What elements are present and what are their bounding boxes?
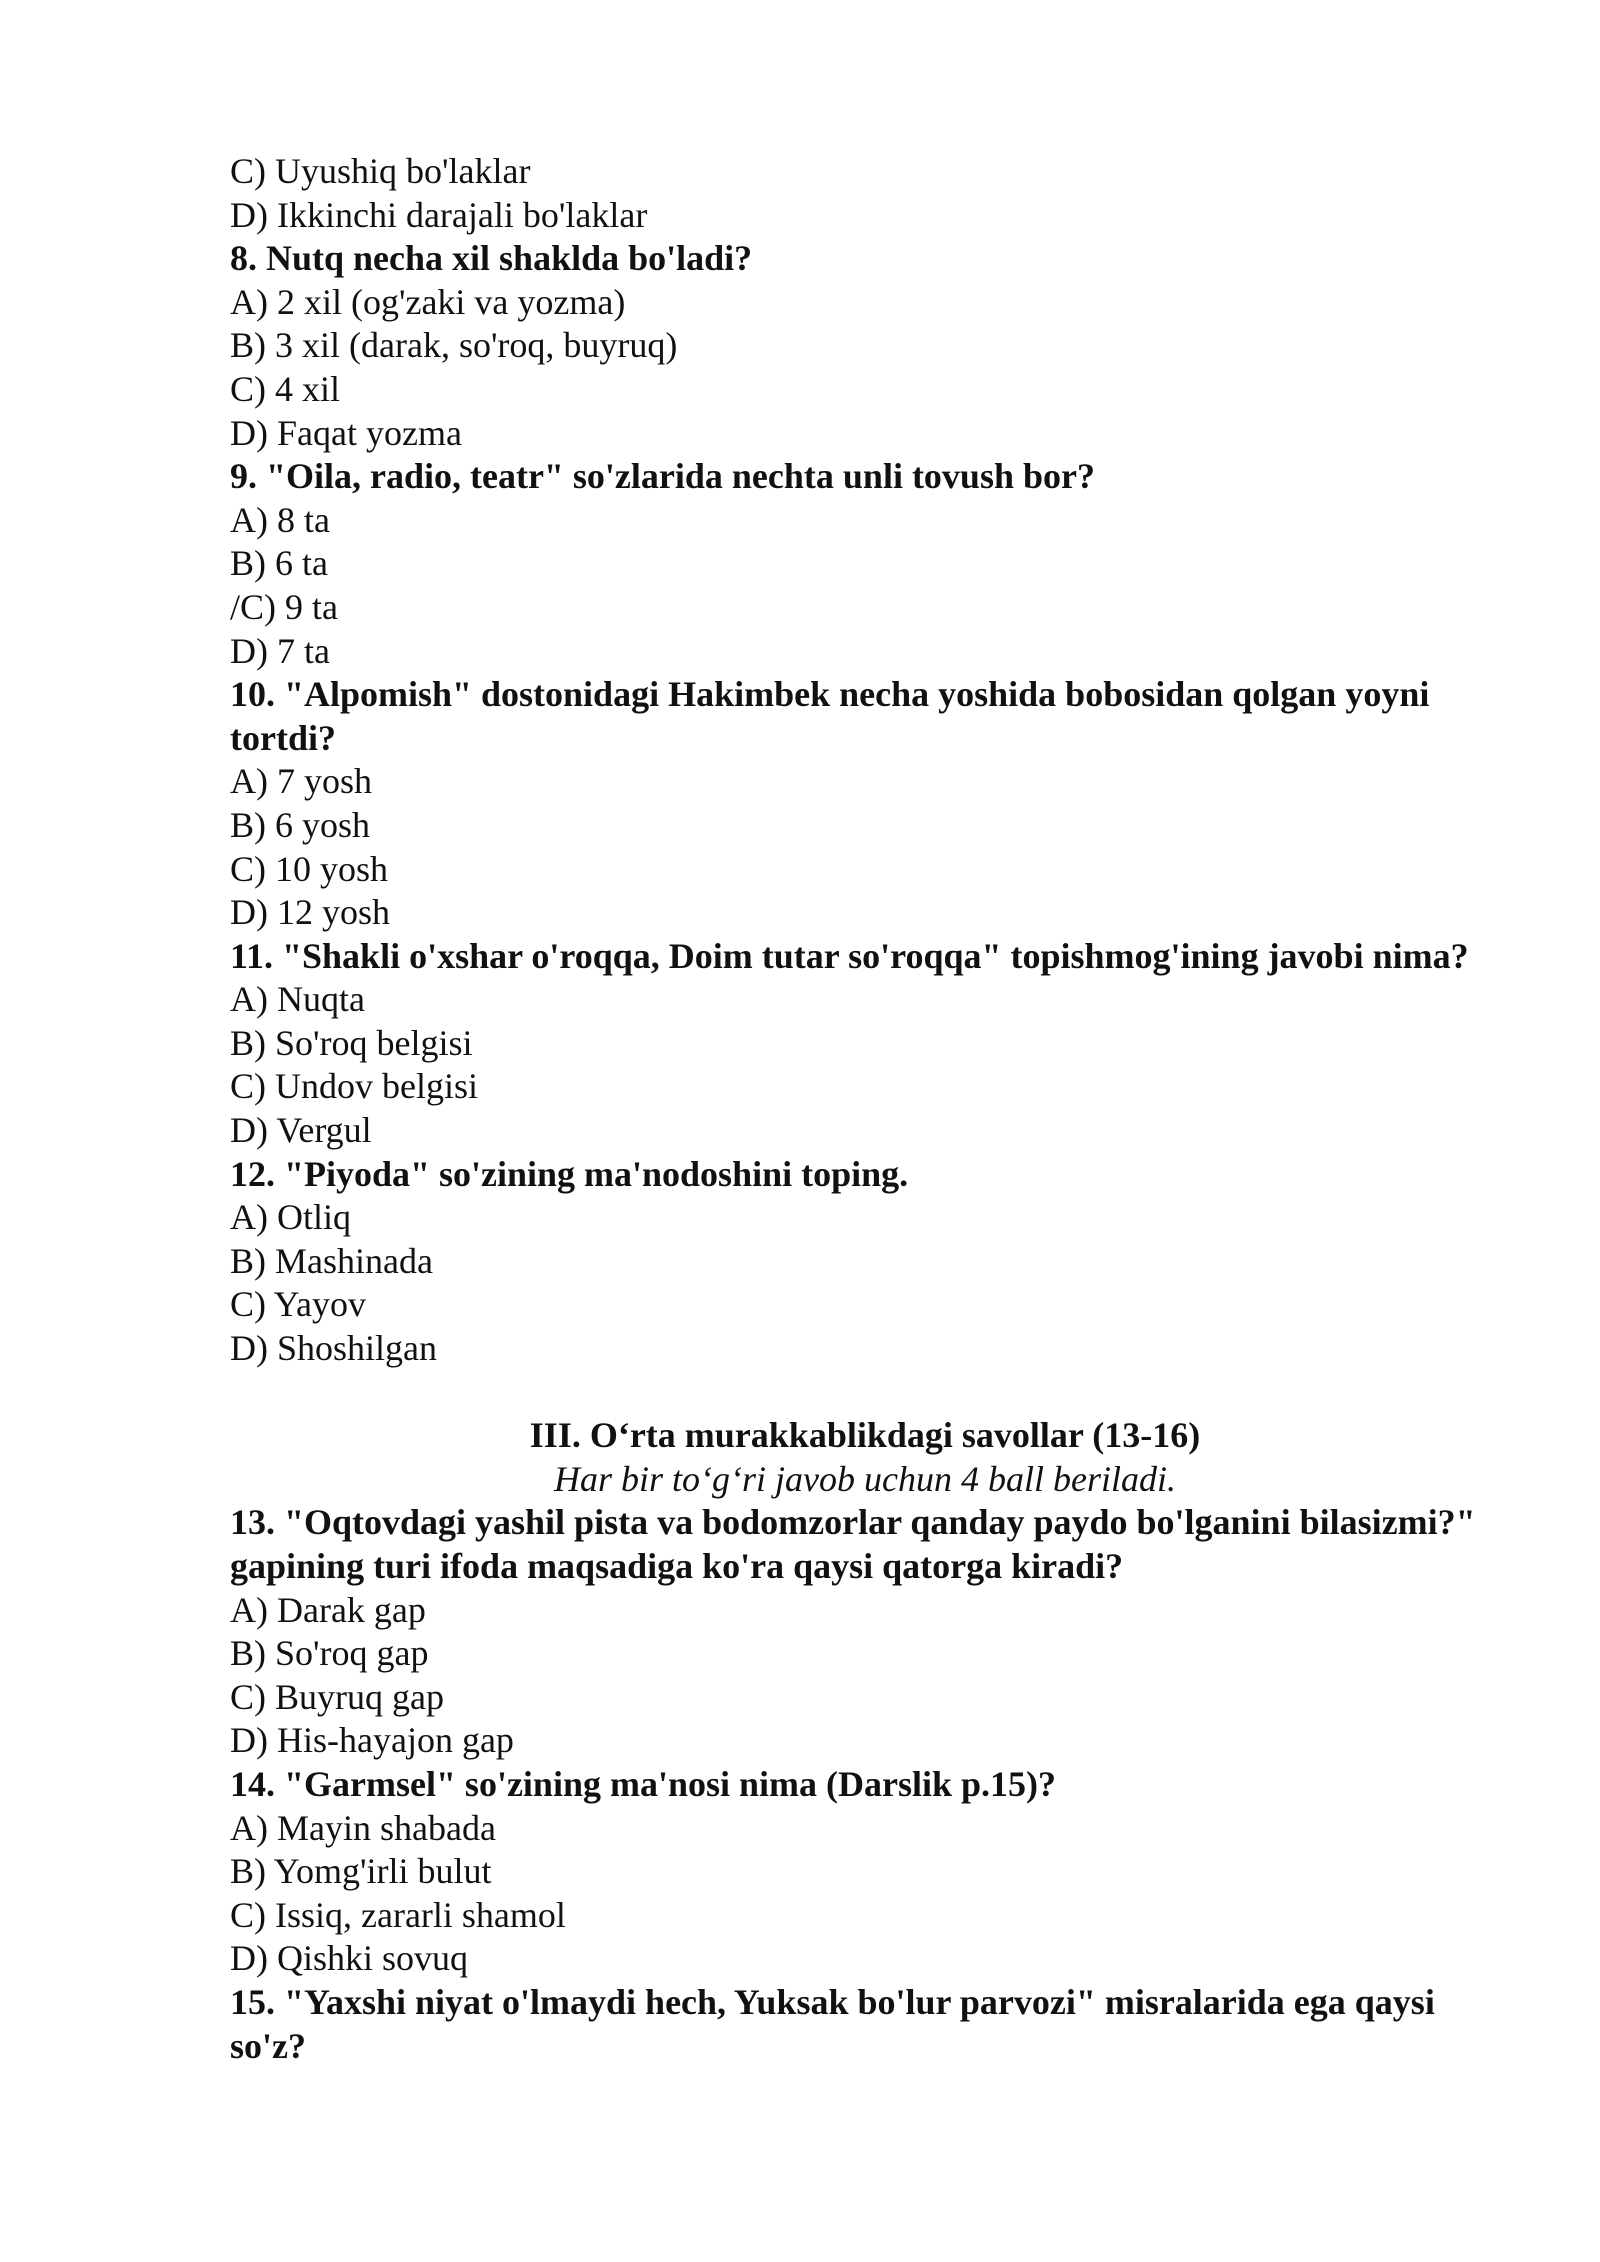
option-line: B) Mashinada <box>230 1240 433 1281</box>
option-line: A) 8 ta <box>230 499 330 540</box>
option-line: D) Ikkinchi darajali bo'laklar <box>230 194 648 235</box>
blank-line <box>230 1371 1500 1415</box>
option-line: C) Undov belgisi <box>230 1066 478 1107</box>
option-line: D) Shoshilgan <box>230 1328 437 1369</box>
question-10-text: 10. "Alpomish" dostonidagi Hakimbek necha yoshida bobosidan qolgan yoyni tortdi? <box>230 674 1430 758</box>
option-line: D) Qishki sovuq <box>230 1938 469 1979</box>
option-line: B) So'roq gap <box>230 1633 429 1674</box>
option-line: C) 10 yosh <box>230 848 389 889</box>
option-line: C) Buyruq gap <box>230 1676 444 1717</box>
option-line: D) Vergul <box>230 1110 372 1151</box>
question-11-text: 11. "Shakli o'xshar o'roqqa, Doim tutar so'roqqa" topishmog'ining javobi nima? <box>230 935 1469 976</box>
option-line: D) 7 ta <box>230 630 330 671</box>
option-line: D) Faqat yozma <box>230 412 462 453</box>
option-line: B) 3 xil (darak, so'roq, buyruq) <box>230 325 678 366</box>
section-note: Har bir to‘g‘ri javob uchun 4 ball beriladi. <box>554 1458 1176 1499</box>
question-12-text: 12. "Piyoda" so'zining ma'nodoshini toping. <box>230 1153 909 1194</box>
question-8-text: 8. Nutq necha xil shaklda bo'ladi? <box>230 238 753 279</box>
question-14-text: 14. "Garmsel" so'zining ma'nosi nima (Darslik p.15)? <box>230 1763 1057 1804</box>
section-title: III. O‘rta murakkablikdagi savollar (13-16) <box>529 1415 1201 1456</box>
option-line: B) So'roq belgisi <box>230 1022 473 1063</box>
option-line: C) 4 xil <box>230 368 341 409</box>
option-line: B) Yomg'irli bulut <box>230 1851 492 1892</box>
option-line: C) Uyushiq bo'laklar <box>230 151 531 191</box>
question-15-text: 15. "Yaxshi niyat o'lmaydi hech, Yuksak bo'lur parvozi" misralarida ega qaysi so'z? <box>230 1981 1435 2066</box>
question-13-text: 13. "Oqtovdagi yashil pista va bodomzorlar qanday paydo bo'lganini bilasizmi?" gapining turi ifoda maqsadiga ko'ra qaysi qatorga kiradi? <box>230 1502 1476 1586</box>
option-line: C) Issiq, zararli shamol <box>230 1894 566 1935</box>
option-line: B) 6 yosh <box>230 804 371 845</box>
question-9-text: 9. "Oila, radio, teatr" so'zlarida nechta unli tovush bor? <box>230 456 1095 497</box>
option-line: A) 7 yosh <box>230 761 372 802</box>
document-page <box>230 150 1500 2068</box>
option-line: A) Darak gap <box>230 1589 426 1630</box>
option-line: D) 12 yosh <box>230 892 390 933</box>
option-line: A) Mayin shabada <box>230 1807 496 1848</box>
option-line: D) His-hayajon gap <box>230 1720 514 1761</box>
option-line: B) 6 ta <box>230 543 328 584</box>
option-line: A) 2 xil (og'zaki va yozma) <box>230 281 626 322</box>
option-line: A) Otliq <box>230 1197 351 1238</box>
option-line: /C) 9 ta <box>230 586 338 627</box>
option-line: C) Yayov <box>230 1284 367 1325</box>
option-line: A) Nuqta <box>230 979 365 1020</box>
